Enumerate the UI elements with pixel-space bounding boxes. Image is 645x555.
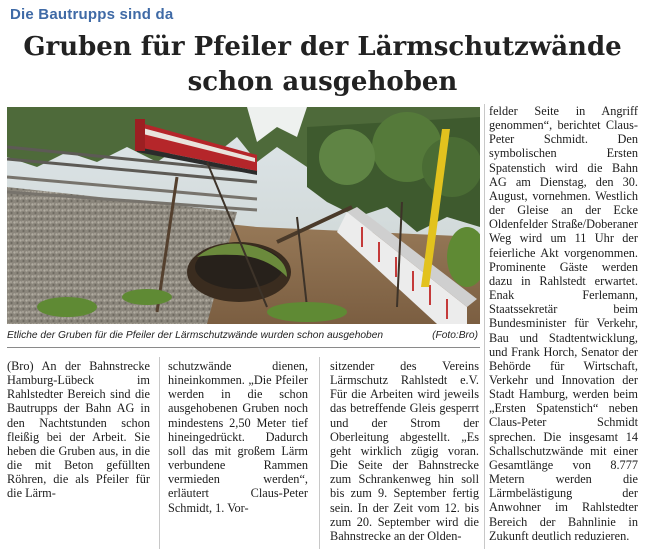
column-text: schutzwände dienen, hineinkommen. „Die Pfeiler werden in die schon ausgehobenen Gruben noch mindestens 2,50 Meter tief hineingedrückt. Dadurch soll das mit großem Lärm verbundene Rammen vermieden werden“, erläutert Claus-Peter Schmidt, 1. Vor- [168, 359, 308, 515]
article-column-4 [489, 104, 638, 543]
column-divider [319, 357, 320, 549]
photo-caption [7, 330, 480, 341]
article-headline [0, 30, 645, 100]
headline-line-2: schon ausgehoben [187, 67, 458, 97]
article-column-1 [7, 359, 150, 501]
column-text: sitzender des Vereins Lärmschutz Rahlstedt e.V. Für die Arbeiten wird jeweils das betreffende Gleis gesperrt und der Strom der Oberleitung abgestellt. „Es geht wirklich zügig voran. Die Seite der Bahnstrecke zum Schrankenweg hin soll bis zum 9. September fertig sein. In der Zeit vom 12. bis zum 20. September wird die Bahnstrecke an der Olden- [330, 359, 479, 543]
photo-credit: (Foto:Bro) [432, 330, 478, 341]
article-column-2 [168, 359, 308, 515]
article-kicker: Die Bautrupps sind da [10, 6, 174, 23]
headline-line-1: Gruben für Pfeiler der Lärmschutzwände [23, 32, 622, 62]
caption-text: Etliche der Gruben für die Pfeiler der Lärmschutzwände wurden schon ausgehoben [7, 330, 384, 341]
column-divider [484, 104, 485, 549]
column-text: felder Seite in Angriff genommen“, berichtet Claus-Peter Schmidt. Den symbolischen Ersten Spatenstich wird die Bahn AG am Dienstag, den 30. August, vornehmen. Westlich der Gleise an der Ecke Oldenfelder Straße/Doberaner Weg wird um 11 Uhr der feierliche Akt vorgenommen. Prominente Gäste werden dazu in Rahlstedt erwartet. Enak Ferlemann, Staatssekretär beim Bundesminister für Verkehr, Bau und Stadtentwicklung, und Frank Horch, Senator der Behörde für Wirtschaft, Verkehr und Innovation der Stadt Hamburg, werden beim „Ersten Spatenstich“ neben Claus-Peter Schmidt sprechen. Die insgesamt 14 Schallschutzwände mit einer Gesamtlänge von 8.777 Metern werden die Lärmbelästigung der Anwohner im Rahlstedter Bereich der Bahnlinie in Zukunft deutlich reduzieren. [489, 104, 638, 543]
column-divider [159, 357, 160, 549]
photo-railway-construction [7, 107, 480, 324]
article-photo [7, 107, 480, 324]
article-column-3 [330, 359, 479, 543]
caption-divider [7, 347, 480, 348]
column-text: (Bro) An der Bahnstrecke Hamburg-Lübeck im Rahlstedter Bereich sind die Bautrupps der Bahn AG in den Nachtstunden schon fleißig bei der Arbeit. Sie heben die Gruben aus, in die die mit Beton gefüllten Röhren, die als Pfeiler für die Lärm- [7, 359, 150, 501]
